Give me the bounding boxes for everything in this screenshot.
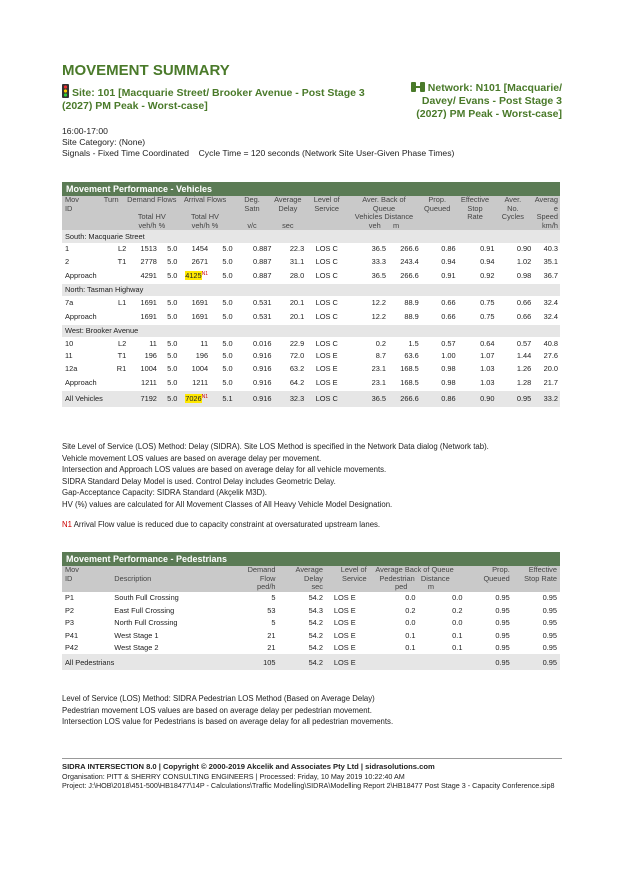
table-row: P1 South Full Crossing 5 54.2 LOS E 0.0 0.0 0.95 0.95: [65, 593, 557, 603]
pedestrians-table: [62, 552, 560, 670]
table-row: 11 T1 196 5.0 196 5.0 0.916 72.0 LOS E 8.7 63.6 1.00 1.07 1.44 27.6: [65, 351, 558, 361]
table-row: P42 West Stage 2 21 54.2 LOS E 0.1 0.1 0.95 0.95: [65, 643, 557, 653]
page-title: MOVEMENT SUMMARY: [62, 62, 230, 79]
traffic-light-icon: [62, 84, 69, 98]
site-label: Site: 101 [Macquarie Street/ Brooker Avenue - Post Stage 3 (2027) PM Peak - Worst-case]: [62, 87, 365, 112]
table-row: P41 West Stage 1 21 54.2 LOS E 0.1 0.1 0.95 0.95: [65, 630, 557, 640]
vehicles-column-headers: Mov ID Turn Demand Flows Total HV veh/h % Arrival Flows Total HV veh/h % Deg. Satn v/c Average Delay sec Level of Service Aver. Back of Queue Vehicles Distance veh m Prop. Queued Effective Stop Rate Aver. No. Cycles Averag e Speed km/h: [62, 196, 560, 230]
pedestrian-notes: Level of Service (LOS) Method: SIDRA Pedestrian LOS Method (Based on Average Delay) Pedestrian movement LOS values are based on average delay per pedestrian movement. Intersection LOS value for Pedestrians is based on average delay for all pedestrian movements.: [62, 694, 394, 726]
approach-row: Approach 1211 5.0 1211 5.0 0.916 64.2 LOS E 23.1 168.5 0.98 1.03 1.28 21.7: [65, 378, 558, 387]
site-meta: [62, 126, 454, 159]
site-title: [62, 84, 392, 113]
vehicles-table: [62, 182, 560, 407]
network-title: [398, 82, 562, 121]
vehicles-table-heading: Movement Performance - Vehicles: [62, 182, 560, 196]
table-row: 2 T1 2778 5.0 2671 5.0 0.887 31.1 LOS C 33.3 243.4 0.94 0.94 1.02 35.1: [65, 256, 558, 266]
table-row: 7a L1 1691 5.0 1691 5.0 0.531 20.1 LOS C 12.2 88.9 0.66 0.75 0.66 32.4: [65, 297, 558, 307]
approach-row: Approach 1691 5.0 1691 5.0 0.531 20.1 LOS C 12.2 88.9 0.66 0.75 0.66 32.4: [65, 312, 558, 321]
approach-section-header: South: Macquarie Street: [62, 230, 560, 243]
approach-section-header: West: Brooker Avenue: [62, 325, 560, 338]
footer: [62, 758, 562, 791]
network-icon: [411, 82, 425, 92]
n1-note: N1 Arrival Flow value is reduced due to capacity constraint at oversaturated upstream lanes.: [62, 520, 381, 529]
table-row: 12a R1 1004 5.0 1004 5.0 0.916 63.2 LOS E 23.1 168.5 0.98 1.03 1.26 20.0: [65, 363, 558, 373]
site-category: Site Category: (None): [62, 137, 146, 147]
pedestrians-column-headers: Mov ID Description Demand Flow ped/h Average Delay sec Level of Service Average Back of Queue Pedestrian Distance ped m Prop. Queued Effective Stop Rate: [62, 566, 560, 592]
footer-project: Project: J:\HOB\2018\451-500\HB18477\14P - Calculations\Traffic Modelling\SIDRA\Modelling Report 2\HB18477 Post Stage 3 - Capacity Conference.sip8: [62, 781, 555, 790]
time-period: 16:00-17:00: [62, 126, 108, 136]
all-vehicles-row: All Vehicles 7192 5.0 $7026^{N1}$ 5.1 0.916 32.3 LOS C 36.5 266.6 0.86 0.90 0.95 33.2: [62, 391, 560, 407]
footer-copyright: SIDRA INTERSECTION 8.0 | Copyright © 2000-2019 Akcelik and Associates Pty Ltd | sidrasolutions.com: [62, 762, 435, 771]
table-row: 10 L2 11 5.0 11 5.0 0.016 22.9 LOS C 0.2 1.5 0.57 0.64 0.57 40.8: [65, 338, 558, 348]
table-row: P3 North Full Crossing 5 54.2 LOS E 0.0 0.0 0.95 0.95: [65, 618, 557, 628]
signals-info: Signals - Fixed Time Coordinated Cycle Time = 120 seconds (Network Site User-Given Phase Times): [62, 148, 455, 158]
vehicle-notes: Site Level of Service (LOS) Method: Delay (SIDRA). Site LOS Method is specified in the Network Data dialog (Network tab). Vehicle movement LOS values are based on average delay per movement. Intersection and Approach LOS values are based on average delay for all vehicle movements. SIDRA Standard Delay Model is used. Control Delay includes Geometric Delay. Gap-Acceptance Capacity: SIDRA Standard (Akçelik M3D). HV (%) values are calculated for All Movement Classes of All Heavy Vehicle Model Designation.: [62, 442, 489, 509]
network-label: Network: N101 [Macquarie/ Davey/ Evans - Post Stage 3 (2027) PM Peak - Worst-case]: [416, 82, 562, 120]
pedestrians-table-heading: Movement Performance - Pedestrians: [62, 552, 560, 566]
table-row: 1 L2 1513 5.0 1454 5.0 0.887 22.3 LOS C 36.5 266.6 0.86 0.91 0.90 40.3: [65, 244, 558, 254]
approach-row: Approach 4291 5.0 $4125^{N1}$ 5.0 0.887 28.0 LOS C 36.5 266.6 0.91 0.92 0.98 36.7: [65, 270, 558, 281]
footer-organisation: Organisation: PITT & SHERRY CONSULTING ENGINEERS | Processed: Friday, 10 May 2019 10:22:40 AM: [62, 771, 405, 781]
table-row: P2 East Full Crossing 53 54.3 LOS E 0.2 0.2 0.95 0.95: [65, 605, 557, 615]
approach-section-header: North: Tasman Highway: [62, 284, 560, 297]
all-pedestrians-row: All Pedestrians 105 54.2 LOS E 0.95 0.95: [62, 654, 560, 670]
